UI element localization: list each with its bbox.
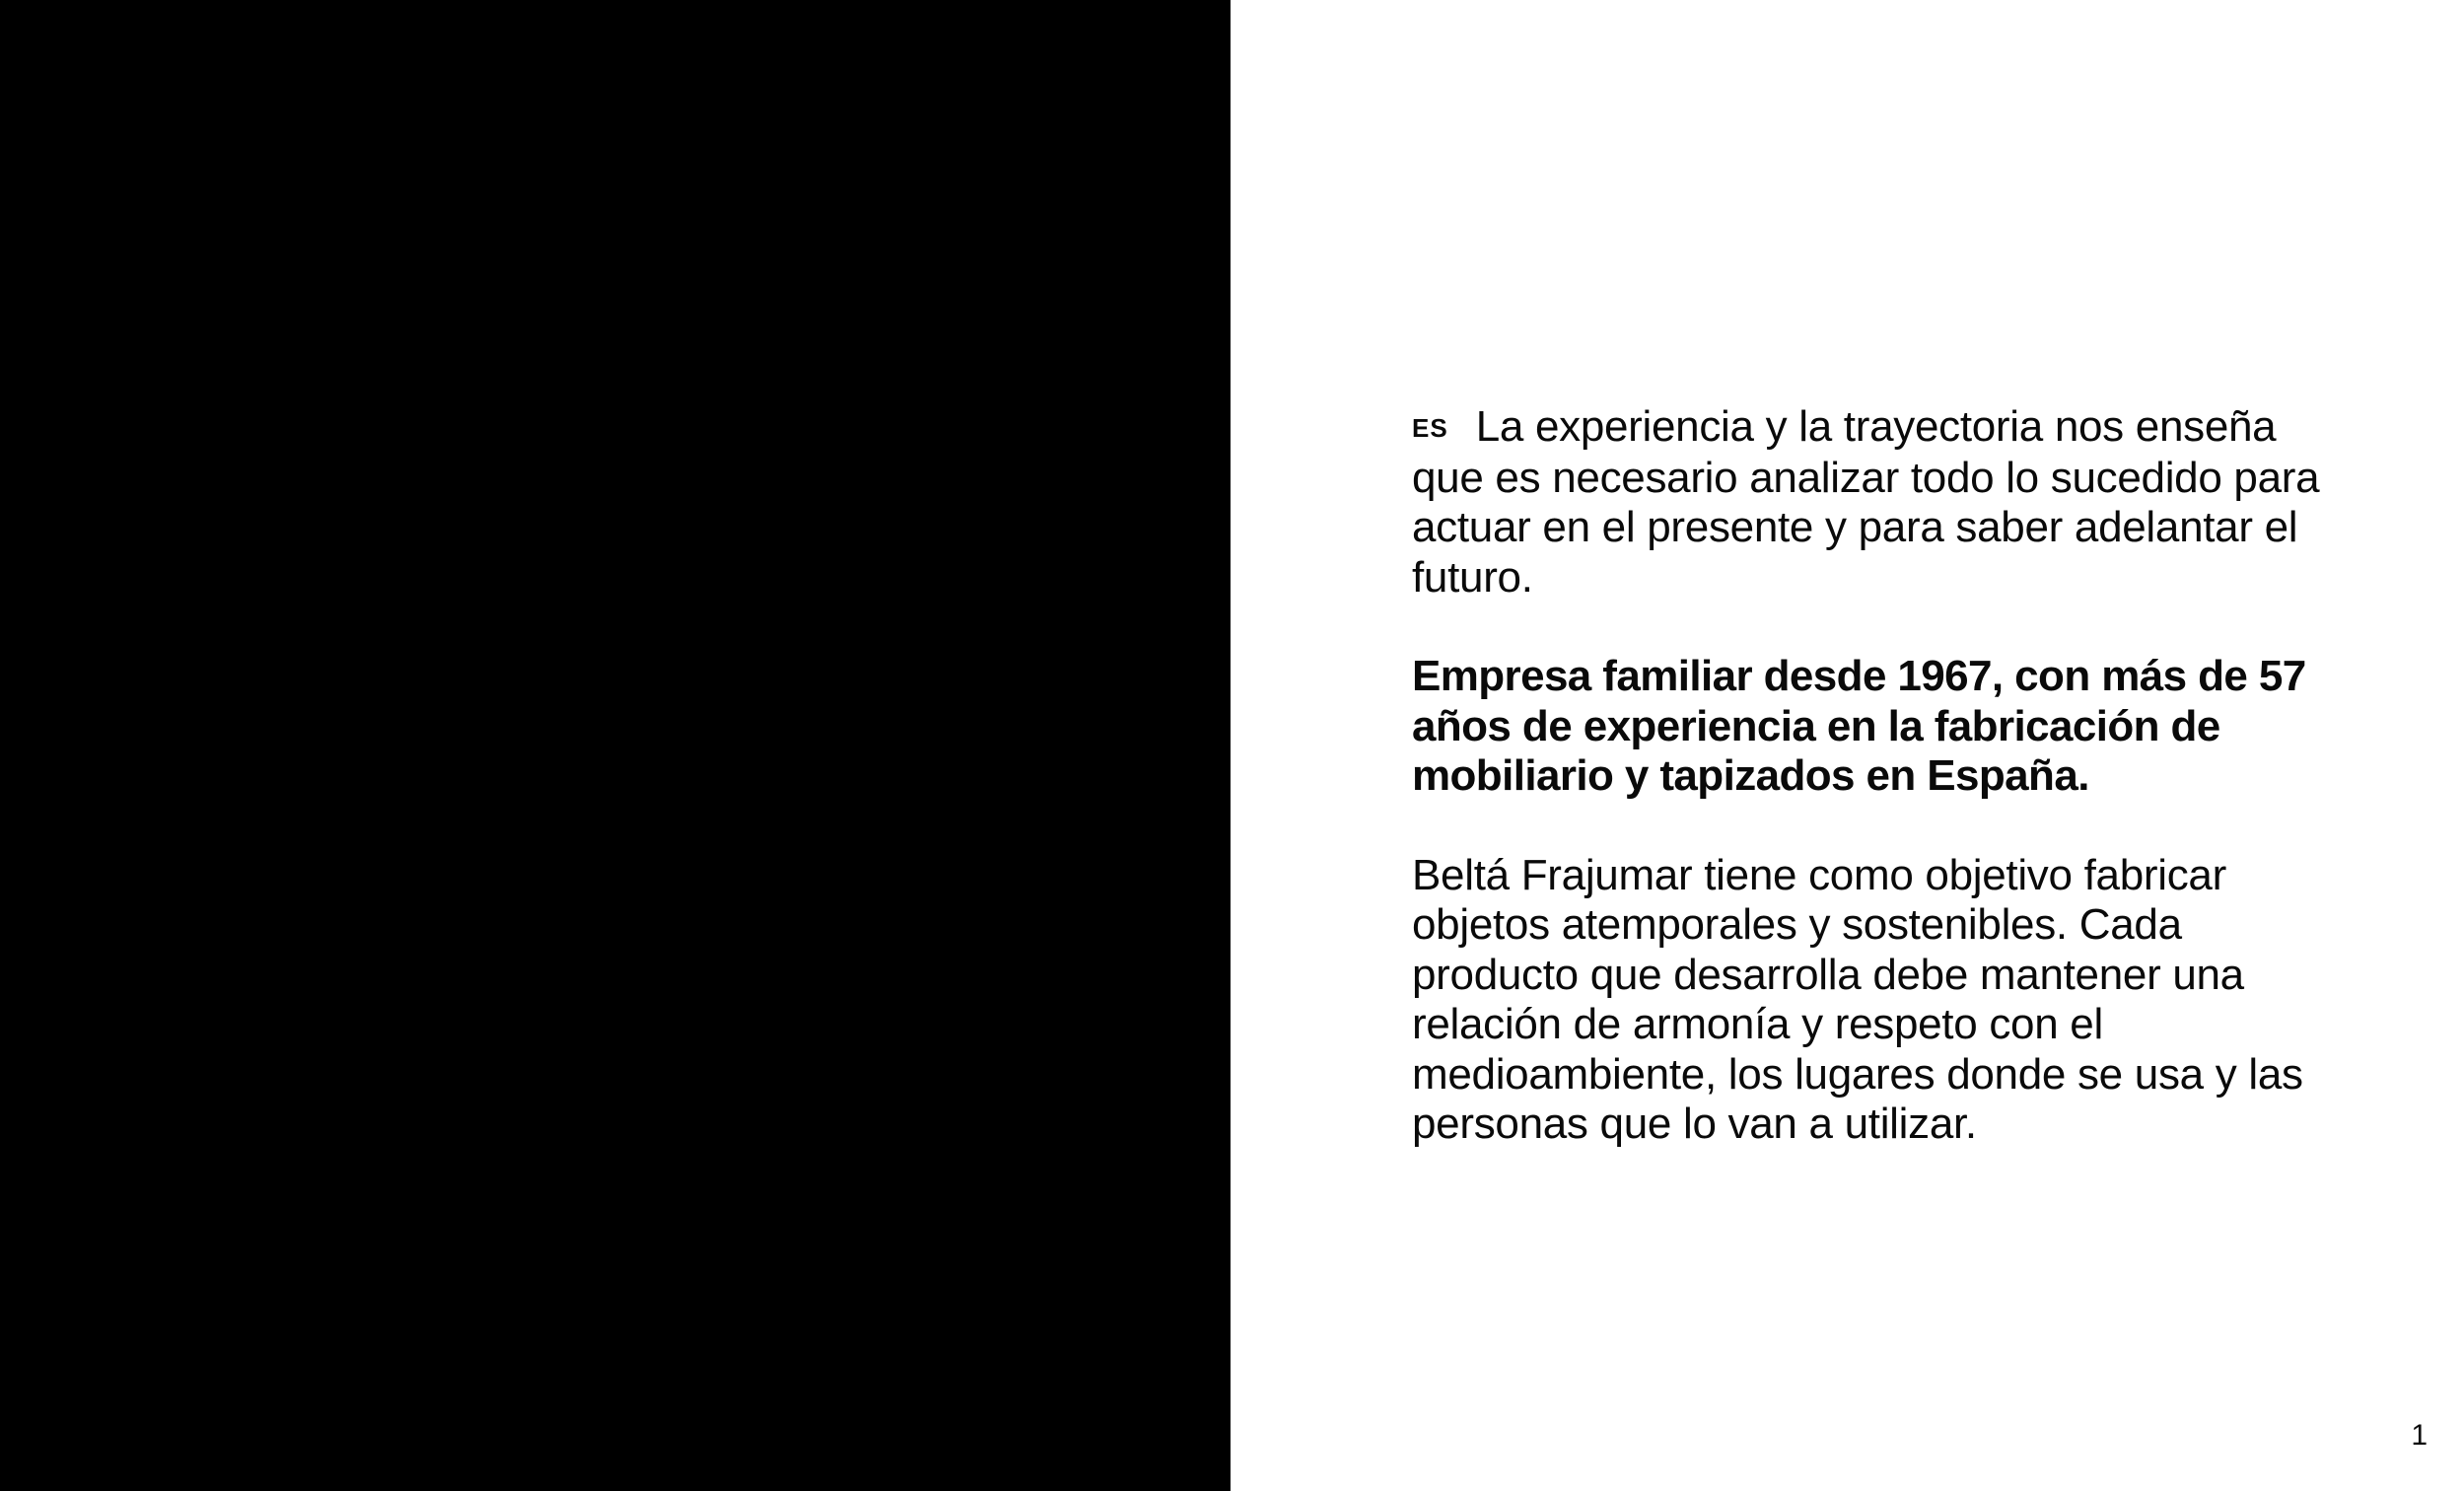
black-panel: [0, 0, 1231, 1491]
highlight-paragraph: Empresa familiar desde 1967, con más de 57 años de experiencia en la fabricación de mobiliario y tapizados en España.: [1412, 652, 2306, 800]
intro-paragraph: [1412, 402, 2329, 603]
body-paragraph: Beltá Frajumar tiene como objetivo fabricar objetos atemporales y sostenibles. Cada producto que desarrolla debe mantener una relación de armonía y respeto con el medioambiente, los lugares donde se usa y las personas que lo van a utilizar.: [1412, 850, 2303, 1148]
language-tag: ES: [1412, 413, 1448, 443]
intro-text: La experiencia y la trayectoria nos enseña que es necesario analizar todo lo sucedido para actuar en el presente y para saber adelantar el futuro.: [1412, 402, 2320, 602]
page-number: 1: [2411, 1419, 2428, 1452]
text-block: [1412, 402, 2329, 1150]
